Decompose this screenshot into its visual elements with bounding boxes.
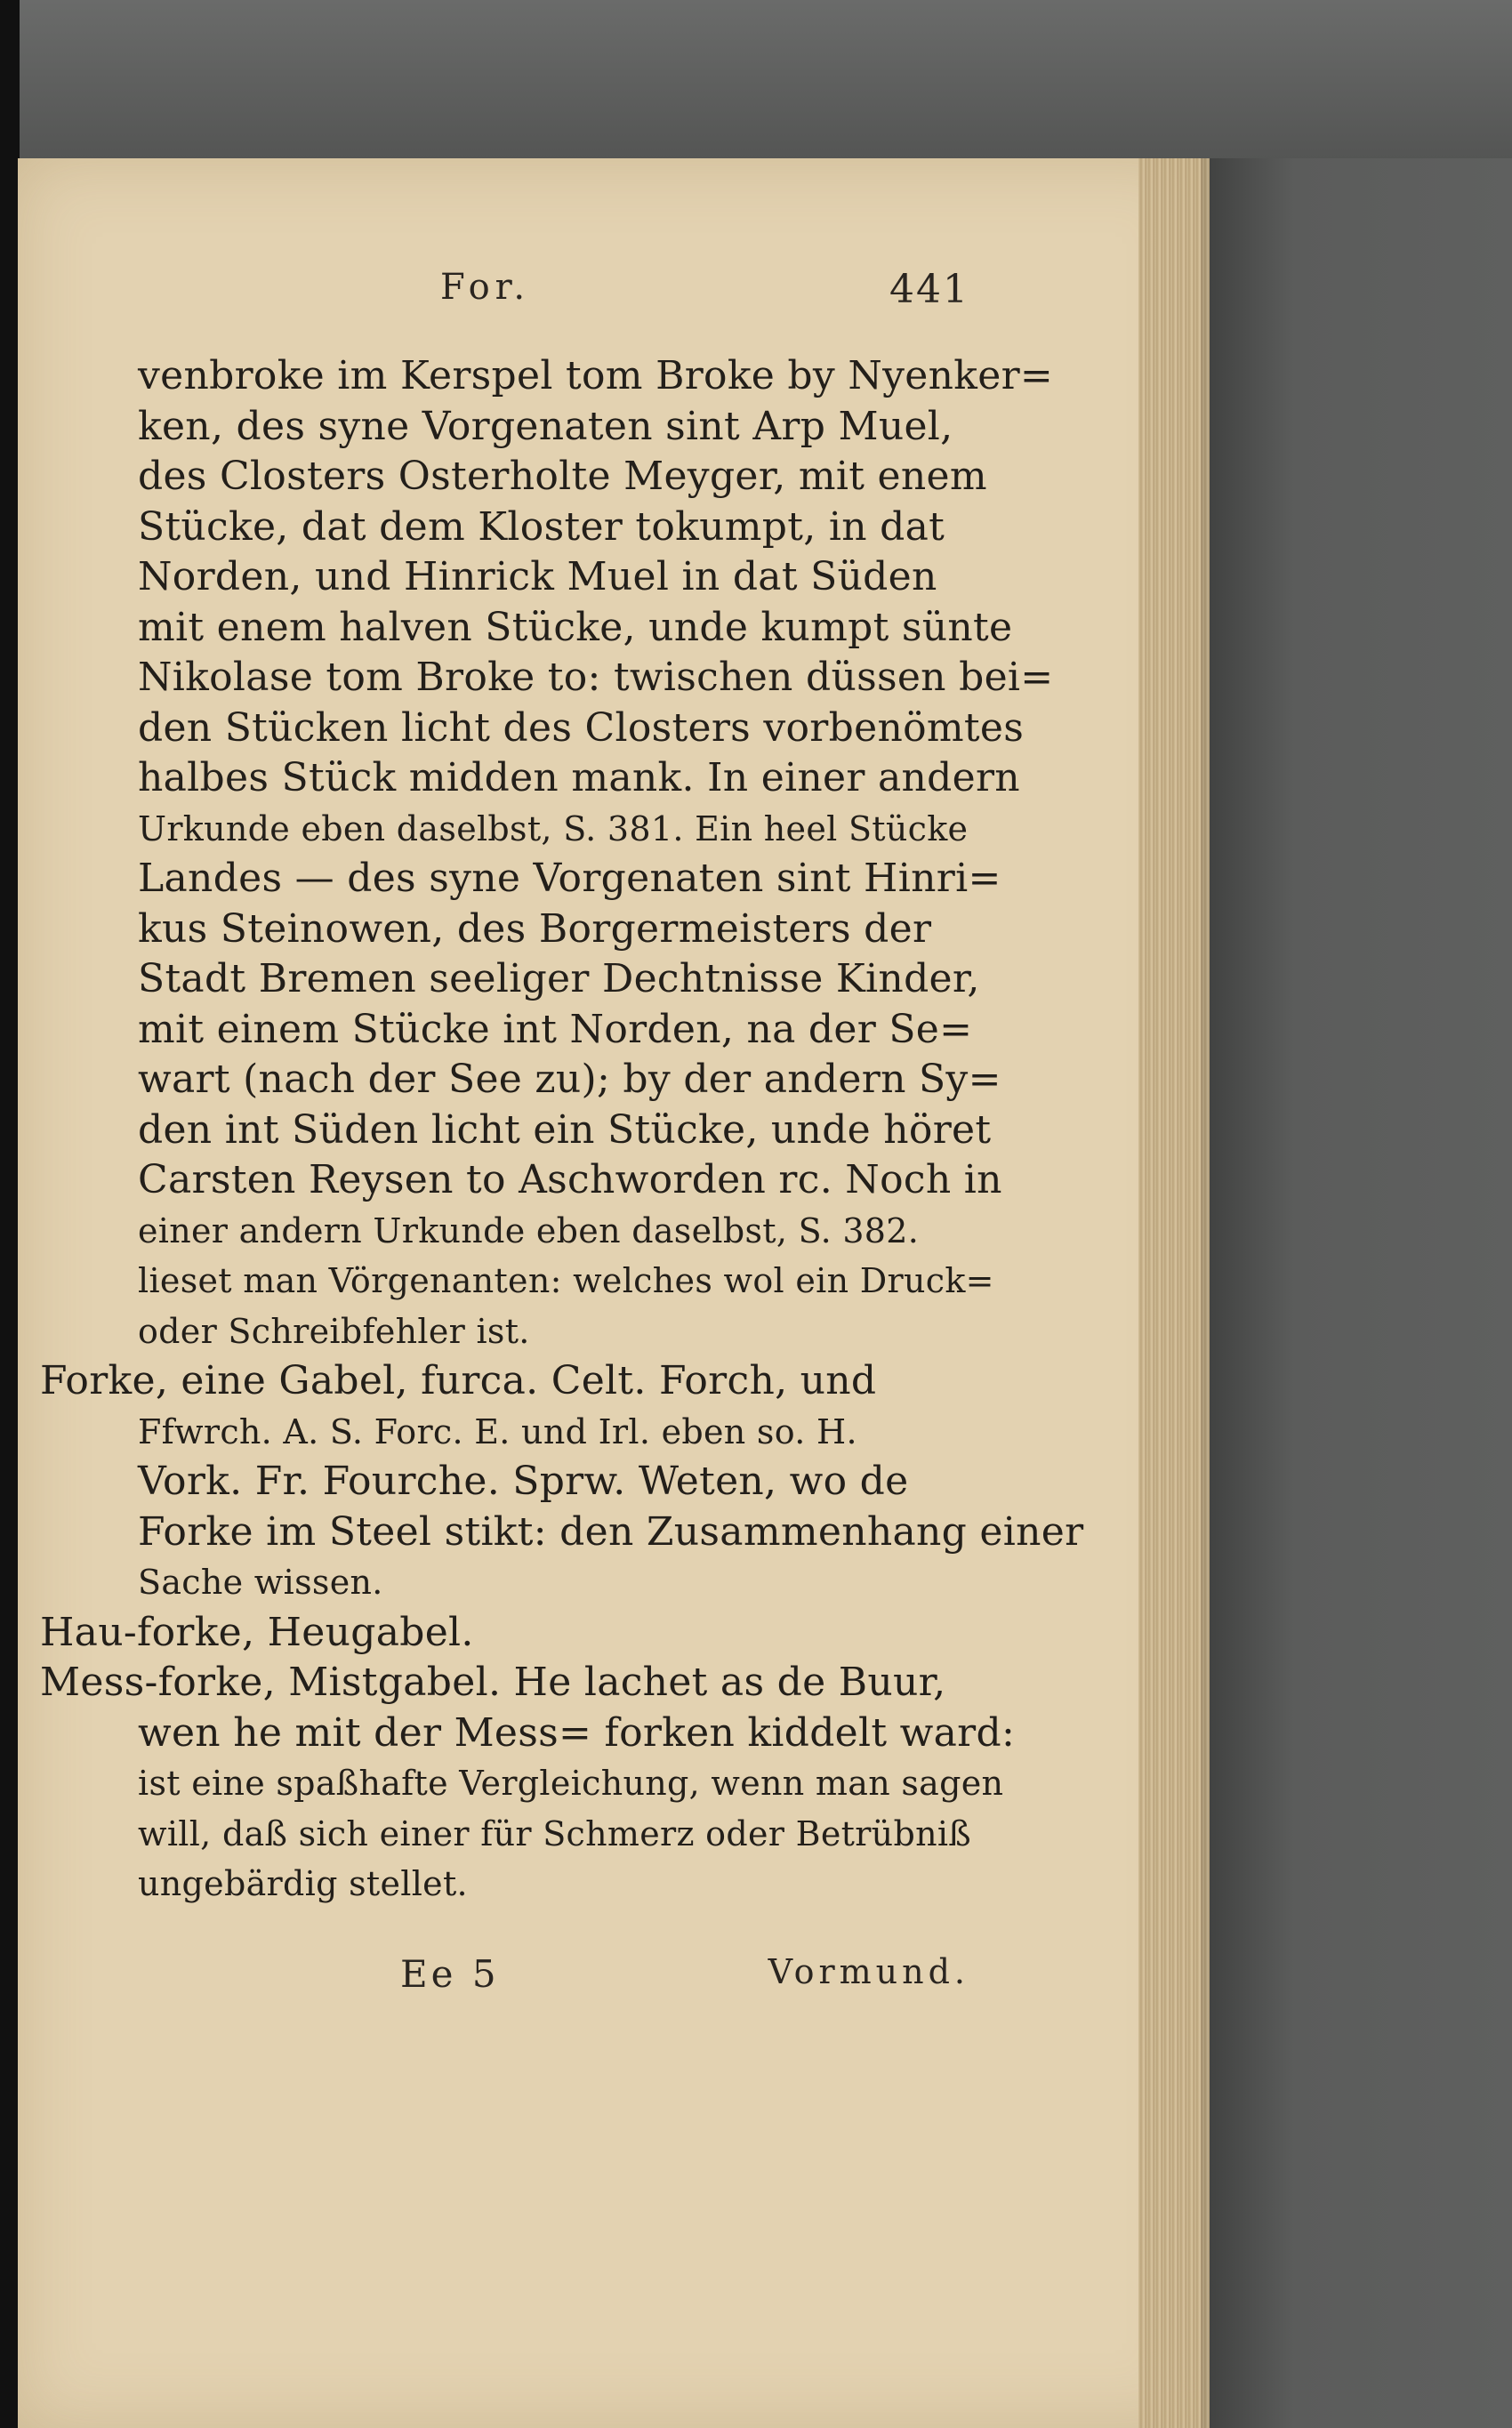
entry-mess-forke-line: will, daß sich einer für Schmerz oder Betrübniß — [138, 1813, 971, 1853]
text-line: kus Steinowen, des Borgermeisters der — [138, 905, 932, 952]
entry-mess-forke-line: wen he mit der Mess= forken kiddelt ward: — [138, 1709, 1016, 1756]
running-title: For. — [440, 267, 531, 308]
text-line: venbroke im Kerspel tom Broke by Nyenker= — [138, 353, 1054, 398]
page-number: 441 — [889, 267, 969, 312]
entry-hau-forke-line: Hau-forke, Heugabel. — [40, 1609, 474, 1655]
text-line: den Stücken licht des Closters vorbenömtes — [138, 704, 1025, 751]
entry-forke-line: Forke im Steel stikt: den Zusammenhang einer — [138, 1508, 1084, 1555]
entry-mess-forke-line: ungebärdig stellet. — [138, 1864, 468, 1903]
page-edges — [1138, 158, 1210, 2428]
text-line: Stadt Bremen seeliger Dechtnisse Kinder, — [138, 956, 980, 1001]
text-line: Stücke, dat dem Kloster tokumpt, in dat — [138, 503, 945, 550]
entry-mess-forke-line: Mess-forke, Mistgabel. He lachet as de Buur, — [40, 1660, 946, 1705]
entry-mess-forke-line: ist eine spaßhafte Vergleichung, wenn man sagen — [138, 1764, 1004, 1803]
text-line: wart (nach der See zu); by der andern Sy= — [138, 1057, 1001, 1102]
signature-mark: Ee 5 — [400, 1952, 500, 1996]
catchword: Vormund. — [768, 1952, 969, 1991]
page-header — [133, 267, 969, 320]
page-footer — [133, 1952, 969, 2006]
text-line: einer andern Urkunde eben daselbst, S. 382. — [138, 1210, 920, 1250]
entry-forke-line: Ffwrch. A. S. Forc. E. und Irl. eben so. H. — [138, 1411, 857, 1451]
text-line: Norden, und Hinrick Muel in dat Süden — [138, 554, 937, 599]
text-line: halbes Stück midden mank. In einer andern — [138, 755, 1020, 800]
text-line: den int Süden licht ein Stücke, unde höret — [138, 1106, 992, 1153]
entry-forke-line: Forke, eine Gabel, furca. Celt. Forch, und — [40, 1358, 877, 1403]
scan-background — [0, 0, 1512, 160]
book-shadow — [1201, 158, 1512, 2428]
scan-border — [0, 0, 20, 2428]
text-line: lieset man Vörgenanten: welches wol ein Druck= — [138, 1261, 994, 1300]
entry-forke-line: Vork. Fr. Fourche. Sprw. Weten, wo de — [138, 1459, 909, 1504]
text-line: Nikolase tom Broke to: twischen düssen bei= — [138, 655, 1054, 700]
text-line: oder Schreibfehler ist. — [138, 1311, 530, 1351]
text-line: Carsten Reysen to Aschworden rc. Noch in — [138, 1157, 1002, 1202]
text-line: ken, des syne Vorgenaten sint Arp Muel, — [138, 403, 953, 449]
text-line: mit enem halven Stücke, unde kumpt sünte — [138, 604, 1013, 650]
text-line: Urkunde eben daselbst, S. 381. Ein heel Stücke — [138, 808, 969, 848]
text-line: mit einem Stücke int Norden, na der Se= — [138, 1006, 973, 1052]
text-line: Landes — des syne Vorgenaten sint Hinri= — [138, 856, 1001, 901]
entry-forke-line: Sache wissen. — [138, 1563, 383, 1602]
text-line: des Closters Osterholte Meyger, mit enem — [138, 454, 987, 499]
page-body — [40, 351, 1084, 1909]
